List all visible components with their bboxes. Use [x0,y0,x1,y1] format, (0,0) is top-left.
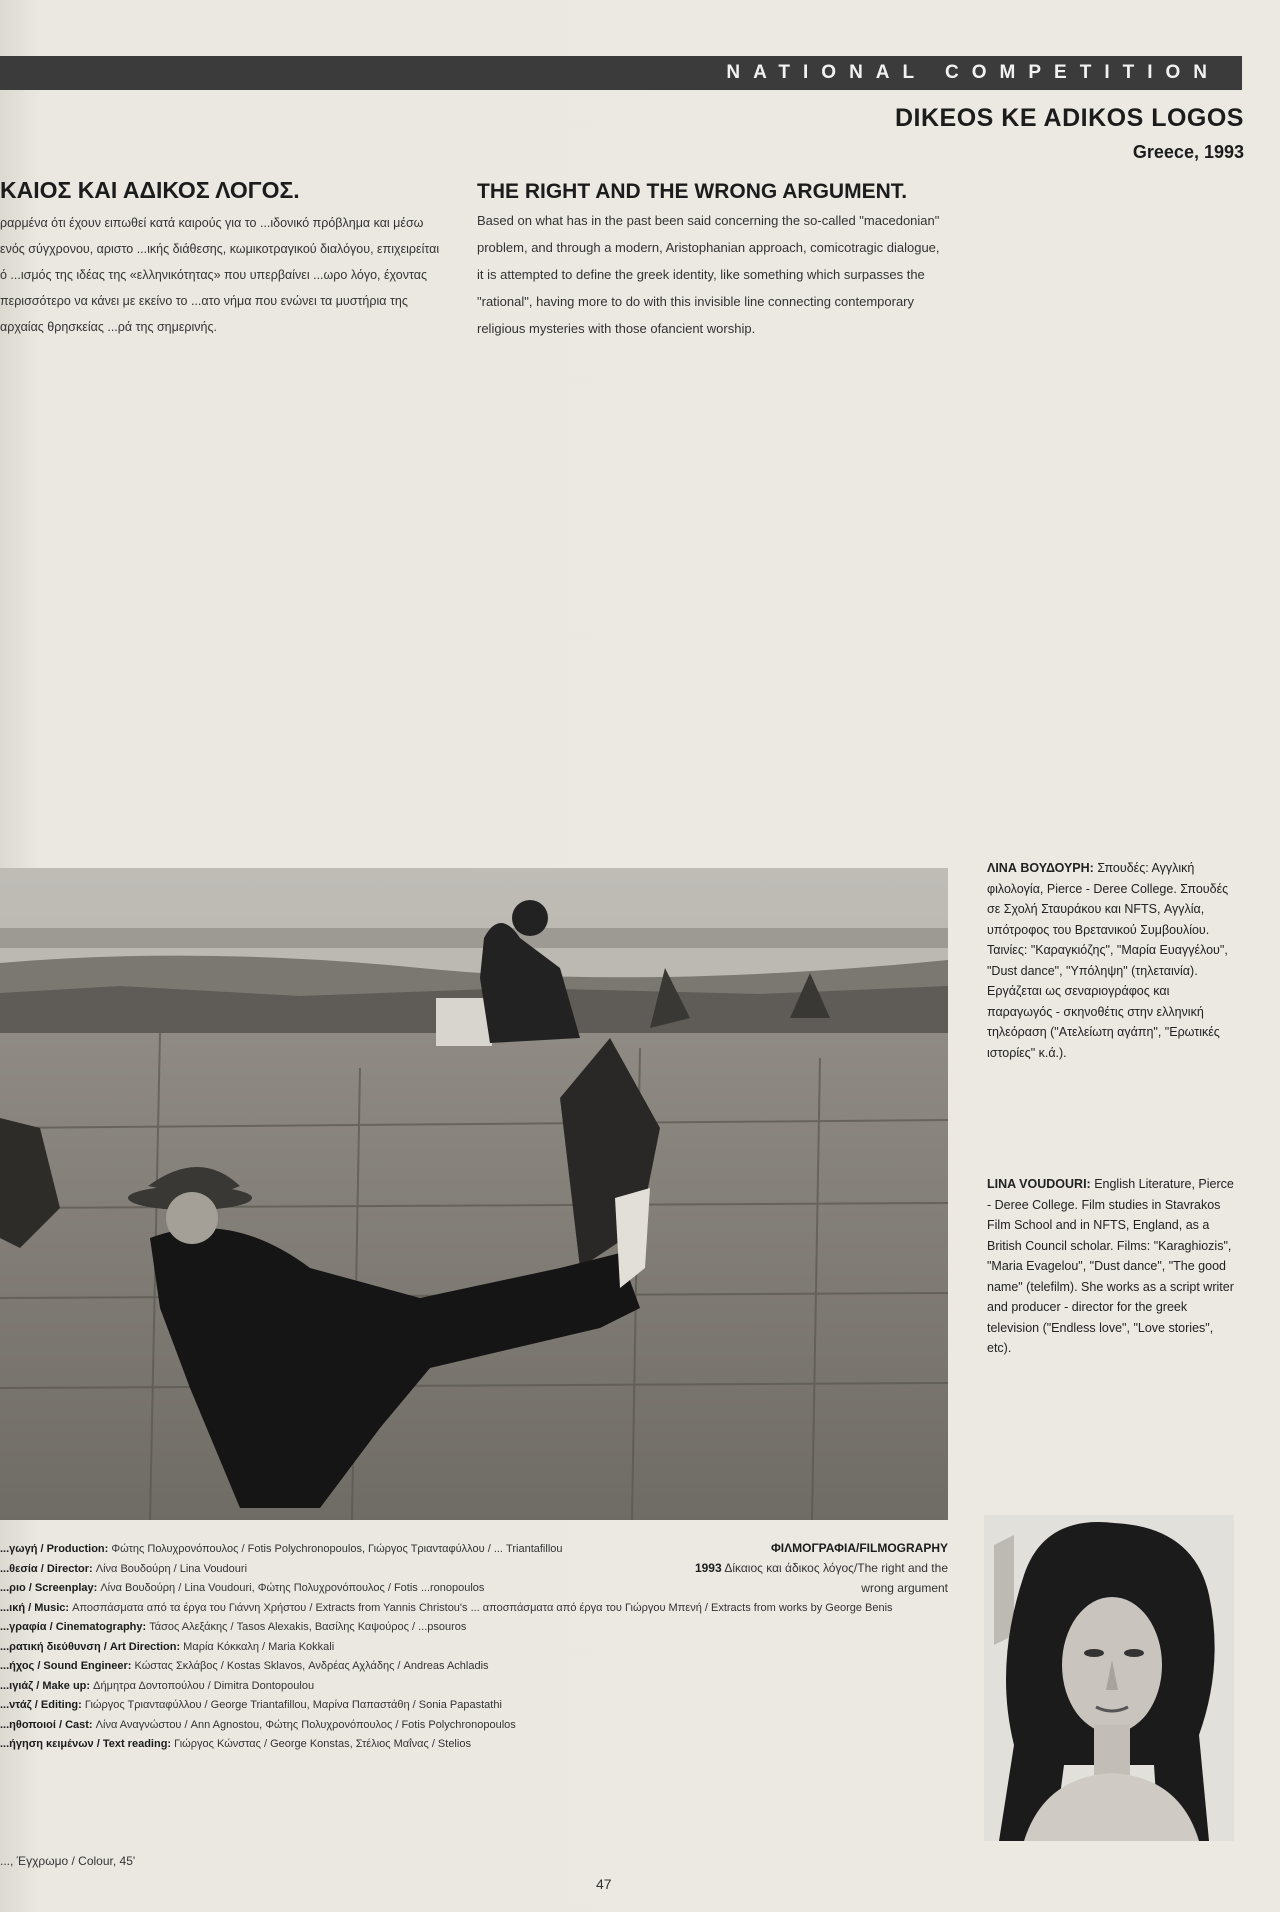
page-number: 47 [596,1876,612,1892]
bio-greek-name: ΛΙΝΑ ΒΟΥΔΟΥΡΗ: [987,861,1094,875]
director-portrait [984,1515,1234,1841]
film-title: DIKEOS KE ADIKOS LOGOS [894,104,1244,132]
filmography-year: 1993 [694,1561,722,1575]
filmography-title: ΦΙΛΜΟΓΡΑΦΙΑ/FILMOGRAPHY [770,1541,948,1555]
bio-english-name: LINA VOUDOURI: [987,1177,1091,1191]
credit-row: ...ήχος / Sound Engineer: Κώστας Σκλάβος / Kostas Sklavos, Ανδρέας Αχλάδης / Andreas Achladis [0,1660,489,1672]
filmography [690,1538,948,1598]
synopsis-greek-title: ΚΑΙΟΣ ΚΑΙ ΑΔΙΚΟΣ ΛΟΓΟΣ. [0,177,300,203]
synopsis-english-body: Based on what has in the past been said concerning the so-called "macedonian" problem, and through a modern, Aristophanian approach, comicotragic dialogue, it is attempted to define the greek identity, like something which surpasses the "rational", having more to do with this invisible line connecting contemporary religious mysteries with those ofancient worship. [477,213,940,336]
bio-english [987,1174,1237,1359]
synopsis-english-title: THE RIGHT AND THE WRONG ARGUMENT. [477,180,908,203]
credit-row: ...γωγή / Production: Φώτης Πολυχρονόπουλος / Fotis Polychronopoulos, Γιώργος Τριανταφύλλου / ... Triantafillou [0,1543,563,1555]
filmography-entry: Δίκαιος και άδικος λόγος/The right and the wrong argument [724,1561,948,1595]
synopsis-english [477,178,947,342]
credit-row: ...ηθοποιοί / Cast: Λίνα Αναγνώστου / Ann Agnostou, Φώτης Πολυχρονόπουλος / Fotis Polychronopoulos [0,1718,516,1731]
synopsis-greek-body: ραρμένα ότι έχουν ειπωθεί κατά καιρούς για το ...ιδονικό πρόβλημα και μέσω ενός σύγχρονου, αριστο ...ικής διάθεσης, κωμικοτραγικού διαλόγου, επιχειρείται ό ...ισμός της ιδέας της «ελληνικότητας» που υπερβαίνει ...ωρο λόγο, έχοντας περισσότερο να κάνει με εκείνο το ...ατο νήμα που ενώνει τα μυστήρια της αρχαίας θρησκείας ...ρά της σημερινής. [0,216,440,334]
credit-row: ...ιγιάζ / Make up: Δήμητρα Δοντοπούλου / Dimitra Dontopoulou [0,1679,315,1692]
credit-row: ...ριο / Screenplay: Λίνα Βουδούρη / Lina Voudouri, Φώτης Πολυχρονόπουλος / Fotis ...ronopoulos [0,1582,485,1594]
credit-row: ...ντάζ / Editing: Γιώργος Τριανταφύλλου / George Triantafillou, Μαρίνα Παπαστάθη / Sonia Papastathi [0,1699,502,1711]
film-still-photo [0,868,948,1520]
credit-row: ...ήγηση κειμένων / Text reading: Γιώργος Κώνστας / George Konstas, Στέλιος Μαΐνας / Stelios [0,1738,471,1750]
credit-row: ...θεσία / Director: Λίνα Βουδούρη / Lina Voudouri [0,1562,248,1575]
bio-greek-text: Σπουδές: Αγγλική φιλολογία, Pierce - Deree College. Σπουδές σε Σχολή Σταυράκου και NFTS, Αγγλία, υπότροφος του Βρετανικού Συμβουλίου. Ταινίες: "Καραγκιόζης", "Μαρία Ευαγγέλου", "Dust dance", "Υπόληψη" (τηλεταινία). Εργάζεται ως σεναριογράφος και παραγωγός - σκηνοθέτις στην ελληνική τηλεόραση ("Ατελείωτη αγάπη", "Ερωτικές ιστορίες" κ.ά.). [987,861,1229,1060]
credit-row: ...ική / Music: Αποσπάσματα από τα έργα του Γιάννη Χρήστου / Extracts from Yannis Christou's ... αποσπάσματα από έργα του Γιώργου Μπενή / Extracts from works by George Benis [0,1601,893,1614]
footer-format: ..., Έγχρωμο / Colour, 45' [0,1854,136,1868]
synopsis-greek [0,176,440,340]
film-origin: Greece, 1993 [1132,142,1244,162]
credit-row: ...ρατική διεύθυνση / Art Direction: Μαρία Κόκκαλη / Maria Kokkali [0,1640,335,1653]
bio-greek [987,858,1237,1063]
bio-english-text: English Literature, Pierce - Deree College. Film studies in Stavrakos Film School and in NFTS, England, as a British Council scholar. Films: "Karaghiozis", "Maria Evagelou", "Dust dance", "The good name" (telefilm). She works as a script writer and producer - director for the greek television ("Endless love", "Love stories", etc). [987,1177,1234,1355]
credit-row: ...γραφία / Cinematography: Τάσος Αλεξάκης / Tasos Alexakis, Βασίλης Καψούρος / ...psouros [0,1621,467,1633]
section-header-bar: NATIONAL COMPETITION [0,56,1242,90]
